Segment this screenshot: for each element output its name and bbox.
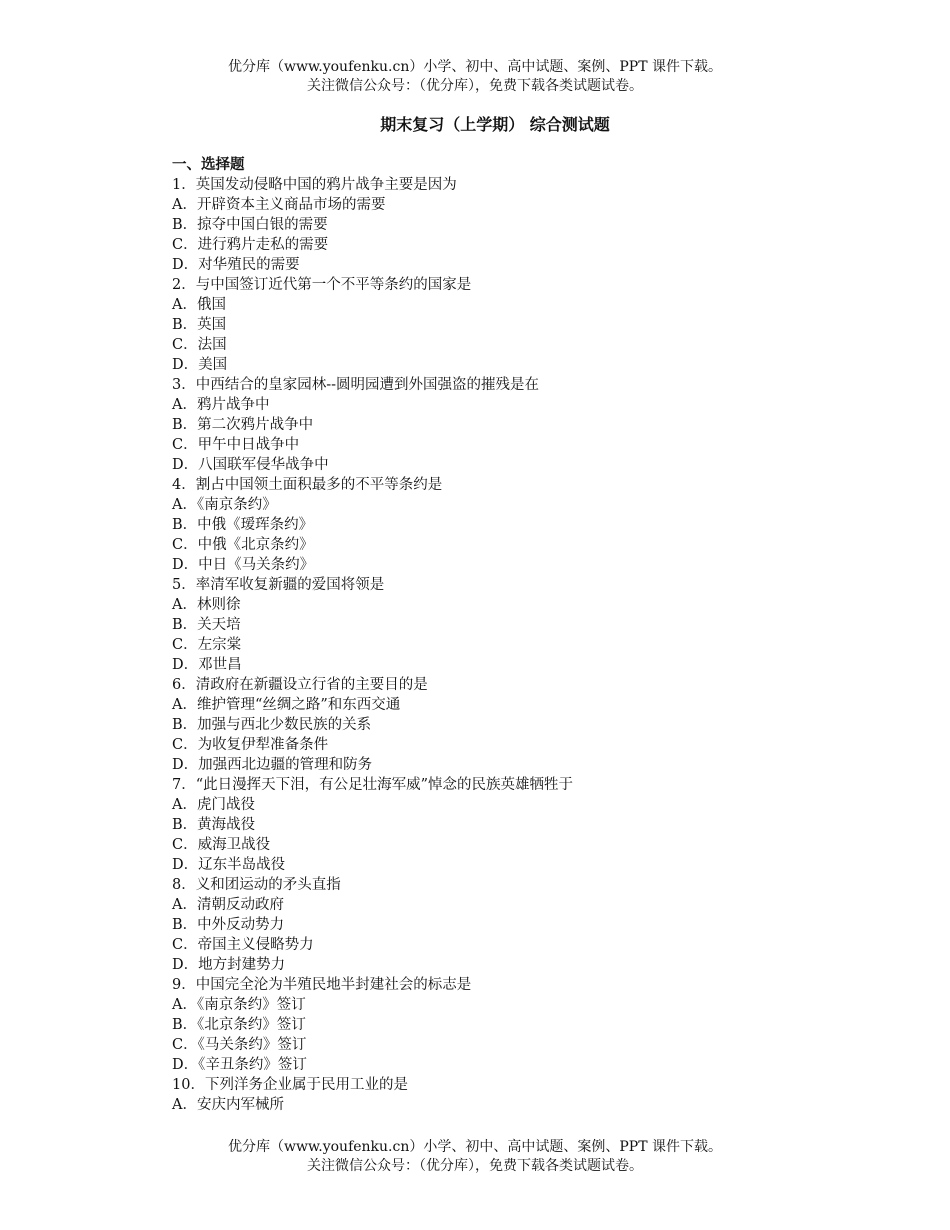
question-4-option-d: D．中日《马关条约》 (172, 557, 315, 573)
question-2-stem: 2．与中国签订近代第一个不平等条约的国家是 (172, 277, 472, 293)
question-8-option-d: D．地方封建势力 (172, 957, 286, 973)
question-3-stem: 3．中西结合的皇家园林--圆明园遭到外国强盗的摧残是在 (172, 377, 540, 393)
question-5-option-a: A．林则徐 (172, 597, 241, 613)
question-8-option-a: A．清朝反动政府 (172, 897, 284, 913)
question-5-option-b: B．关天培 (172, 617, 241, 633)
question-9-option-a: A．《南京条约》签订 (172, 997, 306, 1013)
question-2-option-c: C．法国 (172, 337, 227, 353)
footer-line-2: 关注微信公众号：（优分库），免费下载各类试题试卷。 (307, 1158, 643, 1174)
question-4-option-b: B．中俄《瑷珲条约》 (172, 517, 314, 533)
question-9-option-d: D．《辛丑条约》签订 (172, 1057, 307, 1073)
question-9-option-b: B．《北京条约》签订 (172, 1017, 306, 1033)
question-6-option-a: A．维护管理“丝绸之路”和东西交通 (172, 697, 401, 713)
question-2-option-d: D．美国 (172, 357, 228, 373)
question-7-stem: 7．“此日漫挥天下泪，有公足壮海军威”悼念的民族英雄牺牲于 (172, 777, 574, 793)
question-8-option-c: C．帝国主义侵略势力 (172, 937, 314, 953)
question-9-stem: 9．中国完全沦为半殖民地半封建社会的标志是 (172, 977, 472, 993)
question-8-option-b: B．中外反动势力 (172, 917, 285, 933)
question-5-stem: 5．率清军收复新疆的爱国将领是 (172, 577, 385, 593)
question-6-stem: 6．清政府在新疆设立行省的主要目的是 (172, 677, 428, 693)
section-heading: 一、选择题 (172, 157, 245, 173)
question-1-option-a: A．开辟资本主义商品市场的需要 (172, 197, 386, 213)
question-6-option-b: B．加强与西北少数民族的关系 (172, 717, 372, 733)
question-4-option-c: C．中俄《北京条约》 (172, 537, 314, 553)
question-list (172, 155, 872, 1115)
question-8-stem: 8．义和团运动的矛头直指 (172, 877, 341, 893)
question-7-option-c: C．威海卫战役 (172, 837, 271, 853)
page-title: 期末复习（上学期） 综合测试题 (380, 115, 610, 134)
header-line-2: 关注微信公众号：（优分库），免费下载各类试题试卷。 (307, 78, 643, 94)
question-7-option-a: A．虎门战役 (172, 797, 255, 813)
question-10-stem: 10．下列洋务企业属于民用工业的是 (172, 1077, 408, 1093)
question-7-option-b: B．黄海战役 (172, 817, 256, 833)
question-3-option-b: B．第二次鸦片战争中 (172, 417, 314, 433)
question-1-option-b: B．掠夺中国白银的需要 (172, 217, 328, 233)
question-5-option-c: C．左宗棠 (172, 637, 242, 653)
question-4-stem: 4．割占中国领土面积最多的不平等条约是 (172, 477, 443, 493)
footer-line-1: 优分库（www.youfenku.cn）小学、初中、高中试题、案例、PPT 课件下载。 (227, 1139, 722, 1155)
question-1-stem: 1．英国发动侵略中国的鸦片战争主要是因为 (172, 177, 457, 193)
question-7-option-d: D．辽东半岛战役 (172, 857, 286, 873)
question-6-option-d: D．加强西北边疆的管理和防务 (172, 757, 373, 773)
question-1-option-c: C．进行鸦片走私的需要 (172, 237, 329, 253)
question-5-option-d: D．邓世昌 (172, 657, 242, 673)
question-4-option-a: A．《南京条约》 (172, 497, 277, 513)
question-3-option-c: C．甲午中日战争中 (172, 437, 300, 453)
question-6-option-c: C．为收复伊犁准备条件 (172, 737, 329, 753)
question-3-option-d: D．八国联军侵华战争中 (172, 457, 329, 473)
question-2-option-a: A．俄国 (172, 297, 226, 313)
question-10-option-a: A．安庆内军械所 (172, 1097, 284, 1113)
question-1-option-d: D．对华殖民的需要 (172, 257, 300, 273)
question-3-option-a: A．鸦片战争中 (172, 397, 270, 413)
question-2-option-b: B．英国 (172, 317, 227, 333)
question-9-option-c: C．《马关条约》签订 (172, 1037, 307, 1053)
header-line-1: 优分库（www.youfenku.cn）小学、初中、高中试题、案例、PPT 课件下载。 (227, 59, 722, 75)
